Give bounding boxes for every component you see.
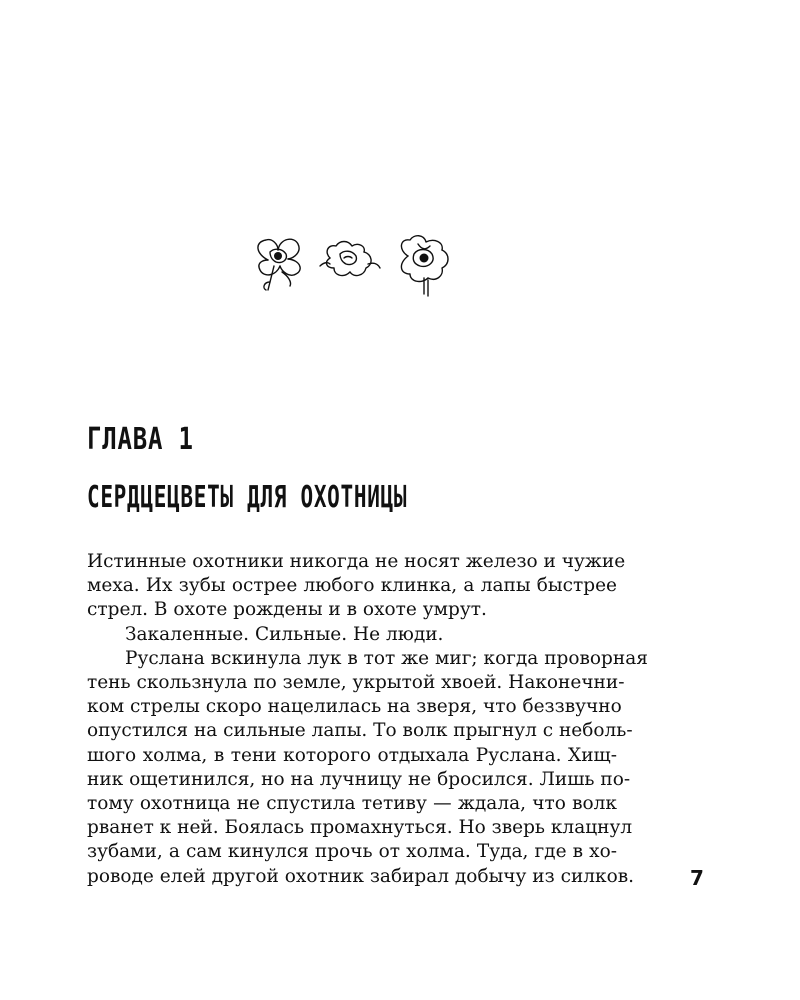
- text-line: тень скользнула по земле, укрытой хвоей. Наконечни-: [87, 672, 625, 694]
- text-line: Истинные охотники никогда не носят железо и чужие: [87, 551, 626, 572]
- text-line: зубами, а сам кинулся прочь от холма. Туда, где в хо-: [87, 841, 617, 863]
- text-line: ком стрелы скоро нацелилась на зверя, что беззвучно: [87, 696, 622, 718]
- page-number: 7: [690, 866, 704, 890]
- flower-ornament-graphic: [248, 232, 466, 298]
- text-line: Руслана вскинула лук в тот же миг; когда проворная: [125, 647, 648, 669]
- flower-ornament-icon: [248, 232, 466, 298]
- right-flower-icon: [401, 236, 448, 296]
- text-line: шого холма, в тени которого отдыхала Руслана. Хищ-: [87, 744, 617, 766]
- middle-flower-icon: [320, 242, 380, 276]
- text-line: ник ощетинился, но на лучницу не бросился. Лишь по-: [87, 768, 631, 790]
- text-line: стрел. В охоте рождены и в охоте умрут.: [87, 599, 487, 621]
- left-flower-icon: [258, 239, 300, 290]
- text-line: рванет к ней. Боялась промахнуться. Но зверь клацнул: [87, 817, 633, 839]
- chapter-body-text: [87, 550, 648, 889]
- text-line: роводе елей другой охотник забирал добычу из силков.: [87, 865, 635, 887]
- text-line: меха. Их зубы острее любого клинка, а лапы быстрее: [87, 575, 617, 597]
- text-line: тому охотница не спустила тетиву — ждала, что волк: [87, 793, 617, 815]
- text-line: Закаленные. Сильные. Не люди.: [125, 623, 444, 645]
- text-line: опустился на сильные лапы. То волк прыгнул с неболь-: [87, 720, 633, 742]
- chapter-title: СЕРДЦЕЦВЕТЫ ДЛЯ ОХОТНИЦЫ: [87, 480, 408, 515]
- chapter-number: ГЛАВА 1: [87, 422, 194, 457]
